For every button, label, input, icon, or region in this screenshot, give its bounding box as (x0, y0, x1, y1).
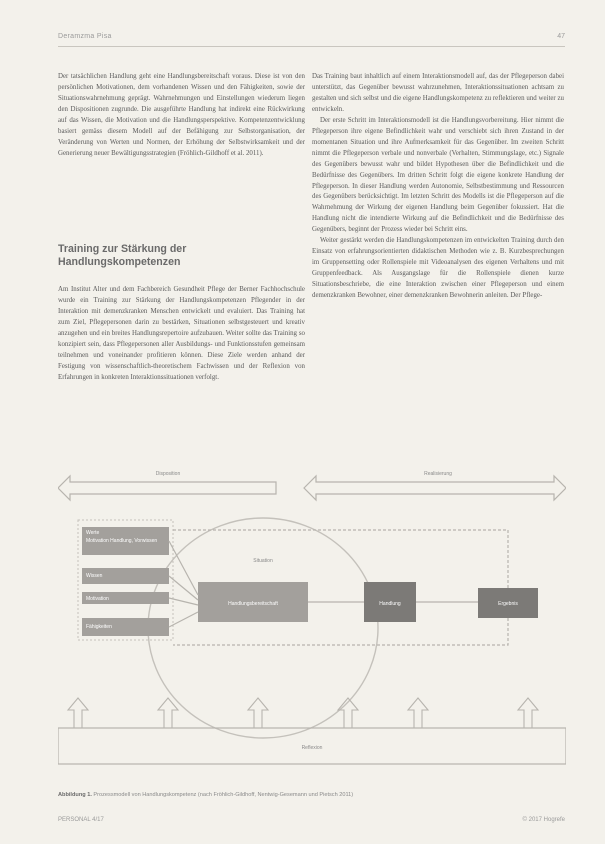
disposition-ellipse (148, 518, 378, 738)
readiness-label: Handlungsbereitschaft (228, 601, 278, 607)
disposition-label: Disposition (155, 471, 181, 477)
paragraph: Der tatsächlichen Handlung geht eine Handlungsbereitschaft voraus. Diese ist von den persönlichen Motivationen, dem vorhandenen Wissen und den Fähigkeiten, sowie der Situationswahrnehmung geprägt. Wahrnehmungen und Einstellungen wiederum liegen den Dispositionen zugrunde. Die ausgeführte Handlung hat indirekt eine Rückwirkung auf das Wissen, die Motivation und die Handlungsperspektive. Kompetenzentwicklung basiert gemäss diesem Modell auf der Befähigung zur Selbstorganisation, der Veränderung von Werten und Normen, der Erhöhung der Selbstwirksamkeit und der Generierung neuer Bewältigungsstrategien (Fröhlich-Gildhoff et al. 2011). (58, 73, 305, 157)
right-column (312, 72, 564, 302)
values-label: Werte (86, 530, 100, 536)
abilities-label: Fähigkeiten (86, 624, 112, 630)
left-column-body (58, 285, 305, 384)
paragraph: Der erste Schritt im Interaktionsmodell ist die Handlungsvorbereitung. Hier nimmt die Pflegeperson ihre eigene Befindlichkeit wahr und verschiebt sich ihren Zustand in der momentanen Situation und ihre Aufmerksamkeit für das Gegenüber. Im zweiten Schritt nimmt die Pflegeperson verbale und nonverbale (Verhalten, Stimmungslage, etc.) Signale des Gegenübers bewusst wahr und bildet Hypothesen über die Befindlichkeit und die Bedürfnisse des Gegenübers. Im dritten Schritt folgt die eigene konkrete Handlung der Pflegeperson. In dieser Handlung werden Autonomie, Selbstbestimmung und Ressourcen des Gegenübers berücksichtigt. Im letzten Schritt des Modells ist die Pflegeperson auf die Wahrnehmung der Wirkung der eigenen Handlung beim Gegenüber fokussiert. Hat die Handlung nicht die intendierte Wirkung auf die Befindlichkeit und die Bedürfnisse des Gegenübers, beginnt der Prozess wieder bei Schritt eins. (312, 116, 564, 234)
paragraph: Weiter gestärkt werden die Handlungskompetenzen im entwickelten Training durch den Einsatz von erfahrungsorientierten didaktischen Methoden wie z. B. Kurzbesprechungen im Gruppensetting oder Rollenspiele mit Videoanalysen des eigenen Verhaltens und mit Gruppenfeedback. Als Ausgangslage für die Rollenspiele dienen kurze Situationsbeschriebe, die eine Interaktion zwischen einer Pflegeperson und einem demenzkranken Bewohner, einer demenzkranken Bewohnerin anleiten. Der Pflege- (312, 237, 564, 300)
header-rule (58, 46, 565, 47)
process-model-figure (58, 470, 566, 790)
loop-label: Situation (253, 558, 273, 564)
page-number: 47 (557, 33, 565, 40)
running-head: Deramzma Pisa (58, 33, 112, 40)
footer-issue: PERSONAL 4/17 (58, 817, 104, 823)
realisation-arrow (304, 476, 566, 500)
motivation-label: Motivation (86, 596, 109, 602)
knowledge-label: Wissen (86, 573, 103, 579)
upward-arrows (68, 698, 538, 728)
reflection-label: Reflexion (301, 745, 323, 751)
left-column-intro (58, 72, 305, 160)
paragraph: Am Institut Alter und dem Fachbereich Gesundheit Pflege der Berner Fachhochschule wurde ein Training zur Stärkung der Handlungskompetenzen Pflegender in der Interaktion mit demenzkranken Menschen entwickelt und evaluiert. Das Training hat zum Ziel, Pflegepersonen darin zu bestärken, Situationen selbstgesteuert und kreativ anzugehen und ein breites Handlungsrepertoire aufzubauen. Weiter sollte das Training so konzipiert sein, dass Pflegepersonen aller Ausbildungs- und Funktionsstufen gemeinsam teilnehmen und voneinander profitieren können. Diese Ziele werden anhand der Festigung von wissenschaftlich-theoretischem Fachwissen und der Reflexion von Erfahrungen in konkreten Interaktionssituationen verfolgt. (58, 286, 305, 381)
result-label: Ergebnis (498, 601, 518, 607)
footer-copyright: © 2017 Hogrefe (522, 817, 565, 823)
motivation-box-label: Motivation Handlung, Vorwissen (86, 538, 158, 544)
caption-text: Prozessmodell von Handlungskompetenz (nach Fröhlich-Gildhoff, Nentwig-Gesemann und Pietsch 2011) (91, 792, 354, 798)
action-label: Handlung (379, 601, 401, 607)
disposition-arrow (58, 476, 566, 500)
figure-caption (58, 792, 563, 798)
paragraph: Das Training baut inhaltlich auf einem Interaktionsmodell auf, das der Pflegeperson dabei unterstützt, das Gegenüber bewusst wahrzunehmen, Interaktionssituationen achtsam zu gestalten und sich selbst und die eigene Handlungskompetenz zu reflektieren und weiter zu entwickeln. (312, 73, 564, 113)
section-heading: Training zur Stärkung der Handlungskompetenzen (58, 243, 187, 268)
caption-label: Abbildung 1. (58, 792, 92, 798)
figure-diagram (58, 470, 566, 790)
realisation-label: Realisierung (424, 471, 452, 477)
